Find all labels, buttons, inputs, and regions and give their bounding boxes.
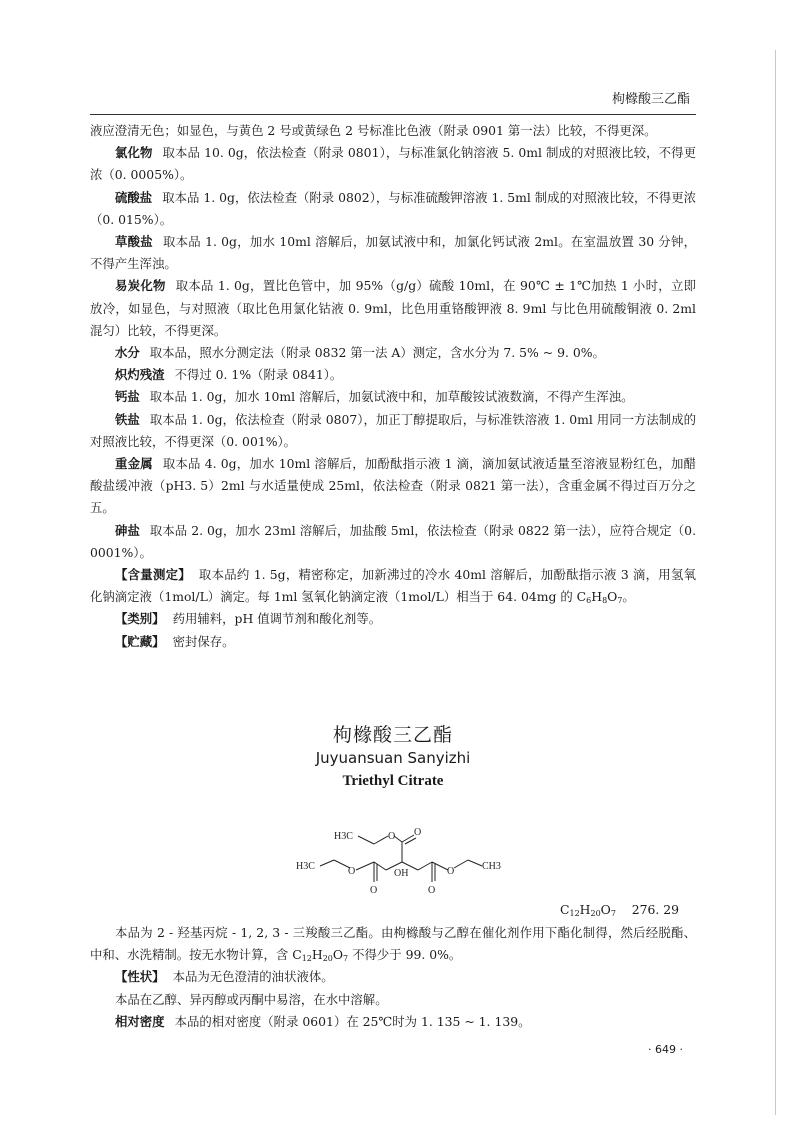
intro-h: H	[311, 947, 323, 963]
paragraph-oxalate	[90, 231, 696, 275]
paragraph-sulfate	[90, 187, 696, 231]
structure-diagram	[290, 818, 520, 898]
term-category: 【类别】	[115, 611, 165, 627]
paragraph-intro	[90, 922, 696, 966]
term-sulfate: 硫酸盐	[115, 189, 153, 205]
term-carbonizable: 易炭化物	[115, 278, 166, 294]
monograph-body	[90, 922, 696, 1033]
intro-h-n: 20	[322, 954, 333, 964]
header-title: 枸橼酸三乙酯	[611, 92, 690, 107]
formula-h: H	[591, 589, 603, 605]
paragraph-category	[90, 608, 696, 630]
paragraph-iron	[90, 409, 696, 453]
formula-h-sub: 8	[602, 596, 608, 606]
paragraph-carbonizable	[90, 275, 696, 342]
formula-o-sub: 7	[617, 596, 623, 606]
term-chloride: 氯化物	[115, 145, 153, 161]
formula-o: O	[607, 589, 618, 605]
term-iron: 铁盐	[115, 411, 140, 427]
term-residue: 炽灼残渣	[115, 367, 165, 383]
paragraph-residue	[90, 364, 696, 386]
intro-end: 不得少于 99. 0%。	[348, 947, 462, 963]
text-assay: 取本品约 1. 5g，精密称定，加新沸过的冷水 40ml 溶解后，加酚酞指示液 3 滴，用氢氧化钠滴定液（1mol/L）滴定。每 1ml 氢氧化钠滴定液（1mol/L）相当于 64. 04mg 的	[90, 567, 696, 605]
paragraph-characters	[90, 966, 696, 988]
paragraph-color: 液应澄清无色；如显色，与黄色 2 号或黄绿色 2 号标准比色液（附录 0901 第一法）比较，不得更深。	[90, 123, 657, 138]
mf-h-n: 20	[590, 909, 601, 918]
text-sulfate: 取本品 1. 0g，依法检查（附录 0802），与标准硫酸钾溶液 1. 5ml 制成的对照液比较，不得更浓（0. 015%）。	[90, 189, 696, 227]
molecular-weight: 276. 29	[631, 902, 679, 917]
formula-c-sub: 6	[586, 596, 592, 606]
term-heavy-metal: 重金属	[115, 456, 153, 472]
text-carbonizable: 取本品 1. 0g，置比色管中，加 95%（g/g）硫酸 10ml，在 90℃ ± 1℃加热 1 小时，立即放冷，如显色，与对照液（取比色用氯化钴液 0. 9ml，比色用重铬酸钾液 8. 9ml 与比色用硫酸铜液 0. 2ml 混匀）比较，不得更深。	[90, 278, 697, 338]
label-o-left: O	[370, 885, 378, 896]
text-intro: 本品为 2 - 羟基丙烷 - 1, 2, 3 - 三羧酸三乙酯。由枸橼酸与乙醇在催化剂作用下酯化制得，然后经脱酯、中和、水洗精制。按无水物计算，含	[90, 925, 696, 963]
label-o-ether-left: O	[348, 866, 356, 877]
paragraph-assay	[90, 564, 696, 608]
mf-o-n: 7	[610, 909, 616, 918]
term-oxalate: 草酸盐	[115, 234, 153, 250]
text-chloride: 取本品 10. 0g，依法检查（附录 0801），与标准氯化钠溶液 5. 0ml 制成的对照液比较，不得更浓（0. 0005%）。	[90, 145, 697, 183]
mf-h: H	[579, 902, 591, 917]
intro-o: O	[332, 947, 344, 963]
text-calcium: 取本品 1. 0g，加水 10ml 溶解后，加氨试液中和，加草酸铵试液数滴，不得产生浑浊。	[149, 389, 634, 405]
page-number: · 649 ·	[648, 1043, 683, 1056]
text-characters: 本品为无色澄清的油状液体。	[172, 969, 334, 985]
term-density: 相对密度	[115, 1013, 165, 1029]
label-h3c-left: H3C	[296, 861, 315, 872]
text-heavy-metal: 取本品 4. 0g，加水 10ml 溶解后，加酚酞指示液 1 滴，滴加氨试液适量至溶液显粉红色，加醋酸盐缓冲液（pH3. 5）2ml 与水适量使成 25ml，依法检查（附录 0821 第一法），含重金属不得过百万分之五。	[90, 456, 696, 516]
paragraph-heavy-metal	[90, 453, 696, 520]
term-water: 水分	[115, 345, 140, 361]
text-oxalate: 取本品 1. 0g，加水 10ml 溶解后，加氨试液中和，加氯化钙试液 2ml。在室温放置 30 分钟，不得产生浑浊。	[90, 234, 696, 272]
label-ch3-right: CH3	[482, 861, 501, 872]
molecular-formula	[560, 902, 679, 917]
assay-formula	[577, 589, 623, 604]
paragraph-solubility: 本品在乙醇、异丙醇或丙酮中易溶，在水中溶解。	[115, 991, 388, 1007]
continued-section	[90, 120, 696, 653]
monograph-pinyin: Juyuansuan Sanyizhi	[315, 749, 471, 767]
term-characters: 【性状】	[115, 969, 165, 985]
page-edge-line	[775, 50, 776, 1115]
monograph-title: 枸橼酸三乙酯	[332, 724, 453, 746]
term-calcium: 钙盐	[115, 389, 140, 405]
label-o-ether-top: O	[388, 831, 396, 842]
mf-c-n: 12	[569, 909, 580, 918]
label-o-right: O	[428, 885, 436, 896]
assay-end: 。	[622, 589, 635, 605]
paragraph-water	[90, 342, 696, 364]
text-category: 药用辅料，pH 值调节剂和酸化剂等。	[172, 611, 382, 627]
intro-o-n: 7	[343, 954, 349, 964]
paragraph-chloride	[90, 142, 696, 186]
intro-c: C	[292, 947, 302, 963]
label-o-ether-right: O	[447, 866, 455, 877]
paragraph-density	[90, 1011, 696, 1033]
paragraph-storage	[90, 631, 696, 653]
text-storage: 密封保存。	[172, 633, 235, 649]
paragraph-arsenic	[90, 520, 696, 564]
label-h3c-top: H3C	[334, 831, 353, 842]
structure-labels	[296, 827, 501, 896]
term-arsenic: 砷盐	[115, 522, 140, 538]
monograph-english-title: Triethyl Citrate	[342, 773, 444, 789]
running-header	[90, 84, 696, 115]
formula-c: C	[576, 589, 587, 605]
text-residue: 不得过 0. 1%（附录 0841）。	[174, 367, 343, 383]
mf-o: O	[600, 902, 611, 917]
term-assay: 【含量测定】	[115, 567, 191, 583]
text-water: 取本品，照水分测定法（附录 0832 第一法 A）测定，含水分为 7. 5% ~ 9. 0%。	[149, 345, 605, 361]
mf-c: C	[560, 902, 570, 917]
text-density: 本品的相对密度（附录 0601）在 25℃时为 1. 135 ~ 1. 139。	[174, 1013, 531, 1029]
label-o-top: O	[414, 827, 422, 838]
paragraph-calcium	[90, 386, 696, 408]
text-iron: 取本品 1. 0g，依法检查（附录 0807），加正丁醇提取后，与标准铁溶液 1. 0ml 用同一方法制成的对照液比较，不得更深（0. 001%）。	[90, 411, 696, 449]
term-storage: 【贮藏】	[115, 633, 165, 649]
intro-c-n: 12	[301, 954, 312, 964]
label-oh: OH	[394, 868, 409, 879]
text-arsenic: 取本品 2. 0g，加水 23ml 溶解后，加盐酸 5ml，依法检查（附录 0822 第一法），应符合规定（0. 0001%）。	[90, 522, 697, 560]
